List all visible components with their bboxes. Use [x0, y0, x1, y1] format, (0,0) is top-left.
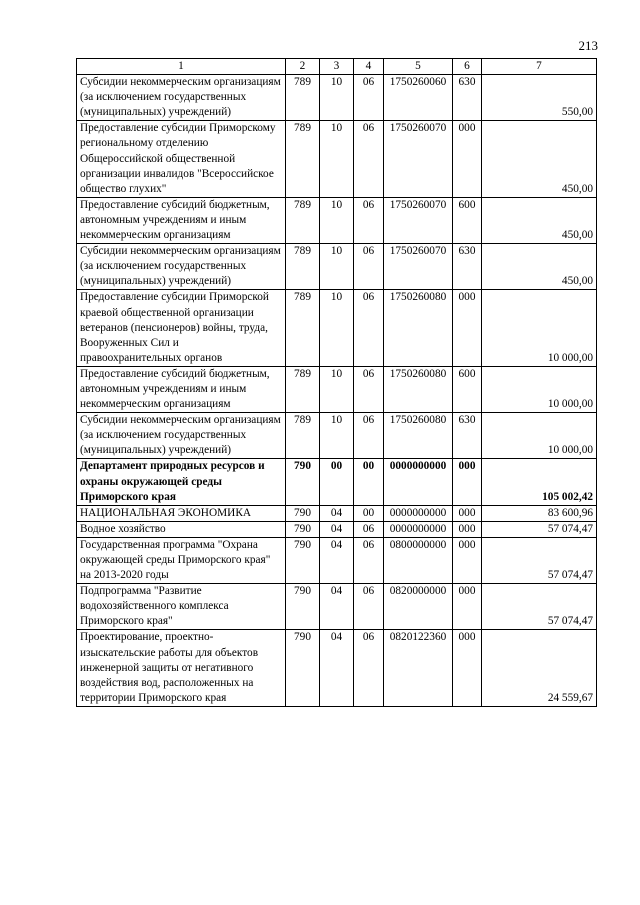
header-cell: 4 [354, 59, 384, 75]
row-amount-cell: 57 074,47 [482, 521, 597, 537]
row-subsection-cell: 06 [354, 521, 384, 537]
row-section-cell: 04 [320, 537, 354, 583]
row-amount-cell: 10 000,00 [482, 366, 597, 412]
row-name-cell: Субсидии некоммерческим организациям (за исключением государственных (муниципальных) учреждений) [77, 75, 286, 121]
row-target-article-cell: 1750260070 [384, 121, 453, 197]
row-code-cell: 790 [286, 521, 320, 537]
table-row [77, 366, 597, 412]
row-expense-type-cell: 630 [453, 413, 482, 459]
row-subsection-cell: 06 [354, 197, 384, 243]
header-cell: 3 [320, 59, 354, 75]
row-target-article-cell: 1750260080 [384, 413, 453, 459]
row-name-cell: Водное хозяйство [77, 521, 286, 537]
row-code-cell: 789 [286, 197, 320, 243]
row-name-cell: Предоставление субсидии Приморской краевой общественной организации ветеранов (пенсионеров) войны, труда, Вооруженных Сил и правоохранительных органов [77, 290, 286, 366]
table-body [77, 59, 597, 707]
row-subsection-cell: 06 [354, 584, 384, 630]
row-code-cell: 790 [286, 630, 320, 706]
table-row [77, 413, 597, 459]
row-code-cell: 789 [286, 75, 320, 121]
row-expense-type-cell: 630 [453, 244, 482, 290]
row-subsection-cell: 06 [354, 537, 384, 583]
row-name-cell: Субсидии некоммерческим организациям (за исключением государственных (муниципальных) учреждений) [77, 413, 286, 459]
row-name-cell: Подпрограмма "Развитие водохозяйственного комплекса Приморского края" [77, 584, 286, 630]
row-name-cell: Предоставление субсидий бюджетным, автономным учреждениям и иным некоммерческим организациям [77, 197, 286, 243]
row-target-article-cell: 1750260080 [384, 366, 453, 412]
row-subsection-cell: 06 [354, 244, 384, 290]
row-expense-type-cell: 630 [453, 75, 482, 121]
row-section-cell: 00 [320, 459, 354, 505]
row-target-article-cell: 1750260070 [384, 244, 453, 290]
row-code-cell: 789 [286, 290, 320, 366]
table-row [77, 521, 597, 537]
row-expense-type-cell: 600 [453, 366, 482, 412]
row-expense-type-cell: 000 [453, 290, 482, 366]
row-target-article-cell: 0000000000 [384, 521, 453, 537]
table-row [77, 121, 597, 197]
row-expense-type-cell: 000 [453, 584, 482, 630]
row-amount-cell: 450,00 [482, 244, 597, 290]
row-code-cell: 790 [286, 584, 320, 630]
row-target-article-cell: 0820122360 [384, 630, 453, 706]
row-amount-cell: 450,00 [482, 121, 597, 197]
row-code-cell: 790 [286, 505, 320, 521]
row-subsection-cell: 06 [354, 366, 384, 412]
row-amount-cell: 10 000,00 [482, 290, 597, 366]
table-row [77, 290, 597, 366]
row-section-cell: 10 [320, 366, 354, 412]
row-section-cell: 04 [320, 505, 354, 521]
row-section-cell: 10 [320, 244, 354, 290]
row-section-cell: 10 [320, 197, 354, 243]
row-section-cell: 10 [320, 413, 354, 459]
row-code-cell: 789 [286, 413, 320, 459]
row-amount-cell: 10 000,00 [482, 413, 597, 459]
table-row [77, 459, 597, 505]
row-amount-cell: 550,00 [482, 75, 597, 121]
row-target-article-cell: 0000000000 [384, 459, 453, 505]
table-row [77, 75, 597, 121]
row-expense-type-cell: 600 [453, 197, 482, 243]
row-target-article-cell: 1750260080 [384, 290, 453, 366]
row-section-cell: 10 [320, 290, 354, 366]
row-code-cell: 789 [286, 121, 320, 197]
header-row [77, 59, 597, 75]
row-subsection-cell: 06 [354, 413, 384, 459]
row-code-cell: 790 [286, 459, 320, 505]
table-row [77, 505, 597, 521]
row-target-article-cell: 1750260060 [384, 75, 453, 121]
row-expense-type-cell: 000 [453, 537, 482, 583]
row-amount-cell: 24 559,67 [482, 630, 597, 706]
row-code-cell: 789 [286, 244, 320, 290]
row-subsection-cell: 06 [354, 290, 384, 366]
row-section-cell: 04 [320, 630, 354, 706]
table-row [77, 244, 597, 290]
row-section-cell: 04 [320, 521, 354, 537]
row-name-cell: Государственная программа "Охрана окружающей среды Приморского края" на 2013-2020 годы [77, 537, 286, 583]
table-row [77, 584, 597, 630]
header-cell: 6 [453, 59, 482, 75]
row-subsection-cell: 00 [354, 459, 384, 505]
row-name-cell: Проектирование, проектно-изыскательские работы для объектов инженерной защиты от негативного воздействия вод, расположенных на территории Приморского края [77, 630, 286, 706]
row-target-article-cell: 1750260070 [384, 197, 453, 243]
header-cell: 7 [482, 59, 597, 75]
row-section-cell: 10 [320, 121, 354, 197]
header-cell: 5 [384, 59, 453, 75]
row-expense-type-cell: 000 [453, 505, 482, 521]
table-row [77, 197, 597, 243]
row-expense-type-cell: 000 [453, 459, 482, 505]
header-cell: 2 [286, 59, 320, 75]
header-cell: 1 [77, 59, 286, 75]
row-code-cell: 789 [286, 366, 320, 412]
row-name-cell: НАЦИОНАЛЬНАЯ ЭКОНОМИКА [77, 505, 286, 521]
row-expense-type-cell: 000 [453, 630, 482, 706]
row-amount-cell: 450,00 [482, 197, 597, 243]
row-name-cell: Субсидии некоммерческим организациям (за исключением государственных (муниципальных) учреждений) [77, 244, 286, 290]
page-number: 213 [578, 38, 598, 53]
row-section-cell: 10 [320, 75, 354, 121]
row-expense-type-cell: 000 [453, 521, 482, 537]
row-subsection-cell: 06 [354, 630, 384, 706]
row-subsection-cell: 06 [354, 121, 384, 197]
row-name-cell: Предоставление субсидий бюджетным, автономным учреждениям и иным некоммерческим организациям [77, 366, 286, 412]
row-expense-type-cell: 000 [453, 121, 482, 197]
row-target-article-cell: 0000000000 [384, 505, 453, 521]
row-name-cell: Департамент природных ресурсов и охраны окружающей среды Приморского края [77, 459, 286, 505]
row-section-cell: 04 [320, 584, 354, 630]
row-subsection-cell: 00 [354, 505, 384, 521]
row-code-cell: 790 [286, 537, 320, 583]
row-amount-cell: 83 600,96 [482, 505, 597, 521]
table-row [77, 630, 597, 706]
budget-table [76, 58, 597, 707]
row-target-article-cell: 0820000000 [384, 584, 453, 630]
row-amount-cell: 105 002,42 [482, 459, 597, 505]
row-amount-cell: 57 074,47 [482, 537, 597, 583]
row-subsection-cell: 06 [354, 75, 384, 121]
row-name-cell: Предоставление субсидии Приморскому региональному отделению Общероссийской общественной организации инвалидов "Всероссийское общество глухих" [77, 121, 286, 197]
row-amount-cell: 57 074,47 [482, 584, 597, 630]
row-target-article-cell: 0800000000 [384, 537, 453, 583]
table-row [77, 537, 597, 583]
